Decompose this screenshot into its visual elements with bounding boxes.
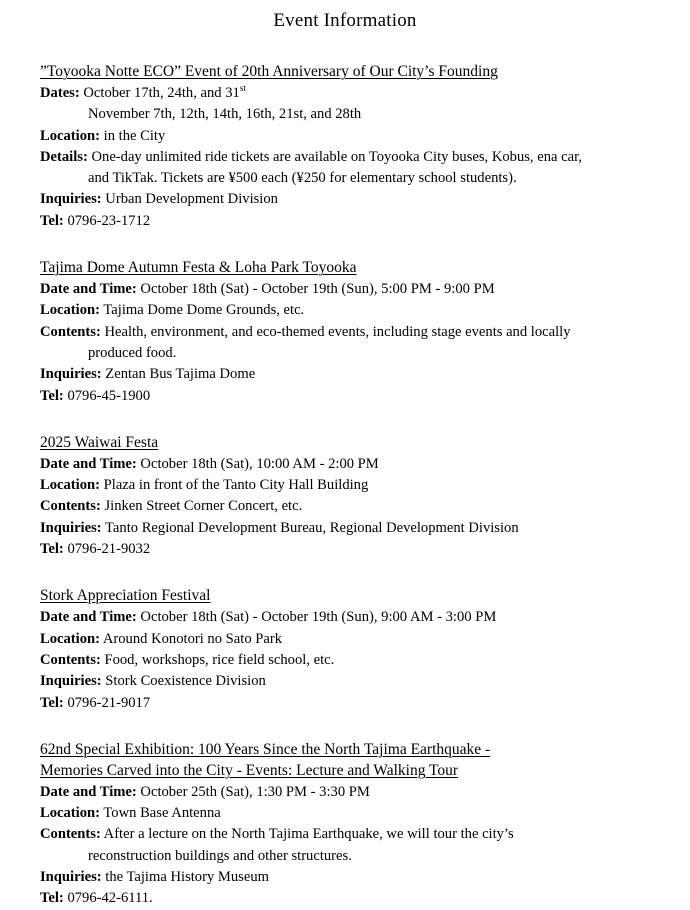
- event-field: [40, 803, 670, 824]
- event-field: [40, 475, 670, 496]
- event-field-value: Plaza in front of the Tanto City Hall Building: [103, 477, 369, 494]
- event-field-label: Location:: [40, 127, 100, 144]
- event-field-label: Date and Time:: [40, 281, 137, 298]
- event-field: [40, 629, 670, 650]
- event-field: [40, 496, 670, 517]
- event-field-value: October 17th, 24th, and 31: [83, 85, 240, 101]
- event-field-value: Tanto Regional Development Bureau, Regional Development Division: [105, 519, 519, 536]
- event-section-heading-line: [40, 739, 670, 760]
- event-field: [40, 147, 670, 168]
- ordinal-superscript: st: [239, 83, 246, 94]
- event-field-label: Location:: [40, 302, 100, 319]
- event-field: [40, 867, 670, 888]
- event-field-value: the Tajima History Museum: [105, 869, 269, 886]
- event-field: [40, 300, 670, 321]
- event-field-value: Town Base Antenna: [103, 805, 221, 822]
- event-field-value: Health, environment, and eco-themed events, including stage events and locally: [104, 323, 571, 340]
- event-section: [40, 432, 670, 560]
- event-field-label: Contents:: [40, 498, 101, 515]
- event-field-value: 0796-45-1900: [67, 387, 151, 404]
- event-field-label: Tel:: [40, 541, 64, 558]
- page-title: Event Information: [273, 10, 417, 31]
- event-field-label: Details:: [40, 148, 88, 165]
- event-field-value: October 25th (Sat), 1:30 PM - 3:30 PM: [140, 783, 370, 800]
- event-field-label: Location:: [40, 477, 100, 494]
- event-field-value: October 18th (Sat) - October 19th (Sun), 9:00 AM - 3:00 PM: [140, 609, 497, 626]
- event-field-continuation: November 7th, 12th, 14th, 16th, 21st, and 28th: [88, 106, 362, 123]
- event-field-label: Tel:: [40, 212, 64, 229]
- event-field: [40, 454, 670, 475]
- event-section: [40, 739, 670, 910]
- event-field: [40, 888, 670, 909]
- event-field: [40, 386, 670, 407]
- event-field-label: Contents:: [40, 323, 101, 340]
- event-field: [40, 607, 670, 628]
- event-field-value: Urban Development Division: [105, 191, 278, 208]
- event-section-heading-text: Memories Carved into the City - Events: Lecture and Walking Tour: [40, 761, 459, 779]
- event-field-label: Location:: [40, 630, 100, 647]
- event-section-heading-line: [40, 257, 670, 278]
- event-field-label: Inquiries:: [40, 869, 102, 886]
- event-section-heading-line: [40, 61, 670, 82]
- event-field-label: Inquiries:: [40, 366, 102, 383]
- event-section: [40, 585, 670, 713]
- event-field: [40, 650, 670, 671]
- event-section-heading-line: [40, 760, 670, 781]
- event-field: [40, 671, 670, 692]
- event-field-continuation: and TikTak. Tickets are ¥500 each (¥250 for elementary school students).: [88, 170, 517, 187]
- event-field-value: in the City: [103, 127, 166, 144]
- event-field-value: One-day unlimited ride tickets are available on Toyooka City buses, Kobus, ena car,: [91, 148, 583, 165]
- event-field-value: Tajima Dome Dome Grounds, etc.: [103, 302, 305, 319]
- event-field-value: Food, workshops, rice field school, etc.: [104, 651, 335, 668]
- document-page: [0, 10, 690, 907]
- event-field-label: Contents:: [40, 826, 101, 843]
- event-field-label: Tel:: [40, 694, 64, 711]
- event-field-value: After a lecture on the North Tajima Earthquake, we will tour the city’s: [103, 826, 514, 843]
- event-field: [40, 782, 670, 803]
- event-field: [40, 279, 670, 300]
- event-field: [40, 518, 670, 539]
- event-field-value: 0796-23-1712: [67, 212, 151, 229]
- event-field: [40, 189, 670, 210]
- event-field-value: 0796-21-9032: [67, 541, 151, 558]
- event-field: [40, 126, 670, 147]
- event-field-value: October 18th (Sat), 10:00 AM - 2:00 PM: [140, 455, 379, 472]
- event-field-label: Inquiries:: [40, 673, 102, 690]
- event-section-heading: [40, 432, 670, 453]
- event-field-label: Tel:: [40, 890, 64, 907]
- event-field-label: Inquiries:: [40, 191, 102, 208]
- event-field-label: Date and Time:: [40, 783, 137, 800]
- event-section-heading-text: Tajima Dome Autumn Festa & Loha Park Toyooka: [40, 259, 357, 277]
- event-field-value: 0796-42-6111.: [67, 890, 153, 907]
- event-field-value: October 18th (Sat) - October 19th (Sun), 5:00 PM - 9:00 PM: [140, 281, 495, 298]
- event-section-heading-text: 2025 Waiwai Festa: [40, 433, 159, 451]
- event-field-label: Dates:: [40, 85, 80, 101]
- event-field: [40, 364, 670, 385]
- event-section-heading-line: [40, 432, 670, 453]
- event-field-value: Zentan Bus Tajima Dome: [105, 366, 256, 383]
- event-field-label: Location:: [40, 805, 100, 822]
- event-field-value: 0796-21-9017: [67, 694, 151, 711]
- event-section-heading: [40, 257, 670, 278]
- event-section-heading-line: [40, 585, 670, 606]
- event-field: [40, 322, 670, 343]
- event-field-label: Tel:: [40, 387, 64, 404]
- event-field-label: Contents:: [40, 651, 101, 668]
- event-field: [40, 693, 670, 714]
- event-field-continuation: produced food.: [88, 344, 177, 361]
- event-field-value: Stork Coexistence Division: [105, 673, 266, 690]
- event-field: [40, 83, 670, 104]
- event-field: [40, 211, 670, 232]
- event-section: [40, 257, 670, 407]
- event-field-value: Around Konotori no Sato Park: [102, 630, 283, 647]
- event-section-heading-text: ”Toyooka Notte ECO” Event of 20th Anniversary of Our City’s Founding: [40, 63, 498, 80]
- event-section-heading: [40, 61, 670, 82]
- event-field-value: Jinken Street Corner Concert, etc.: [104, 498, 303, 515]
- event-section-heading: [40, 585, 670, 606]
- event-field: [40, 824, 670, 845]
- event-field-label: Date and Time:: [40, 609, 137, 626]
- event-sections-container: [40, 61, 670, 910]
- event-field: [40, 539, 670, 560]
- event-field-label: Date and Time:: [40, 455, 137, 472]
- event-section: [40, 61, 670, 232]
- event-field-continuation: reconstruction buildings and other structures.: [88, 847, 352, 864]
- event-section-heading: [40, 739, 670, 781]
- event-field-label: Inquiries:: [40, 519, 102, 536]
- event-section-heading-text: 62nd Special Exhibition: 100 Years Since the North Tajima Earthquake -: [40, 740, 491, 758]
- event-section-heading-text: Stork Appreciation Festival: [40, 587, 211, 605]
